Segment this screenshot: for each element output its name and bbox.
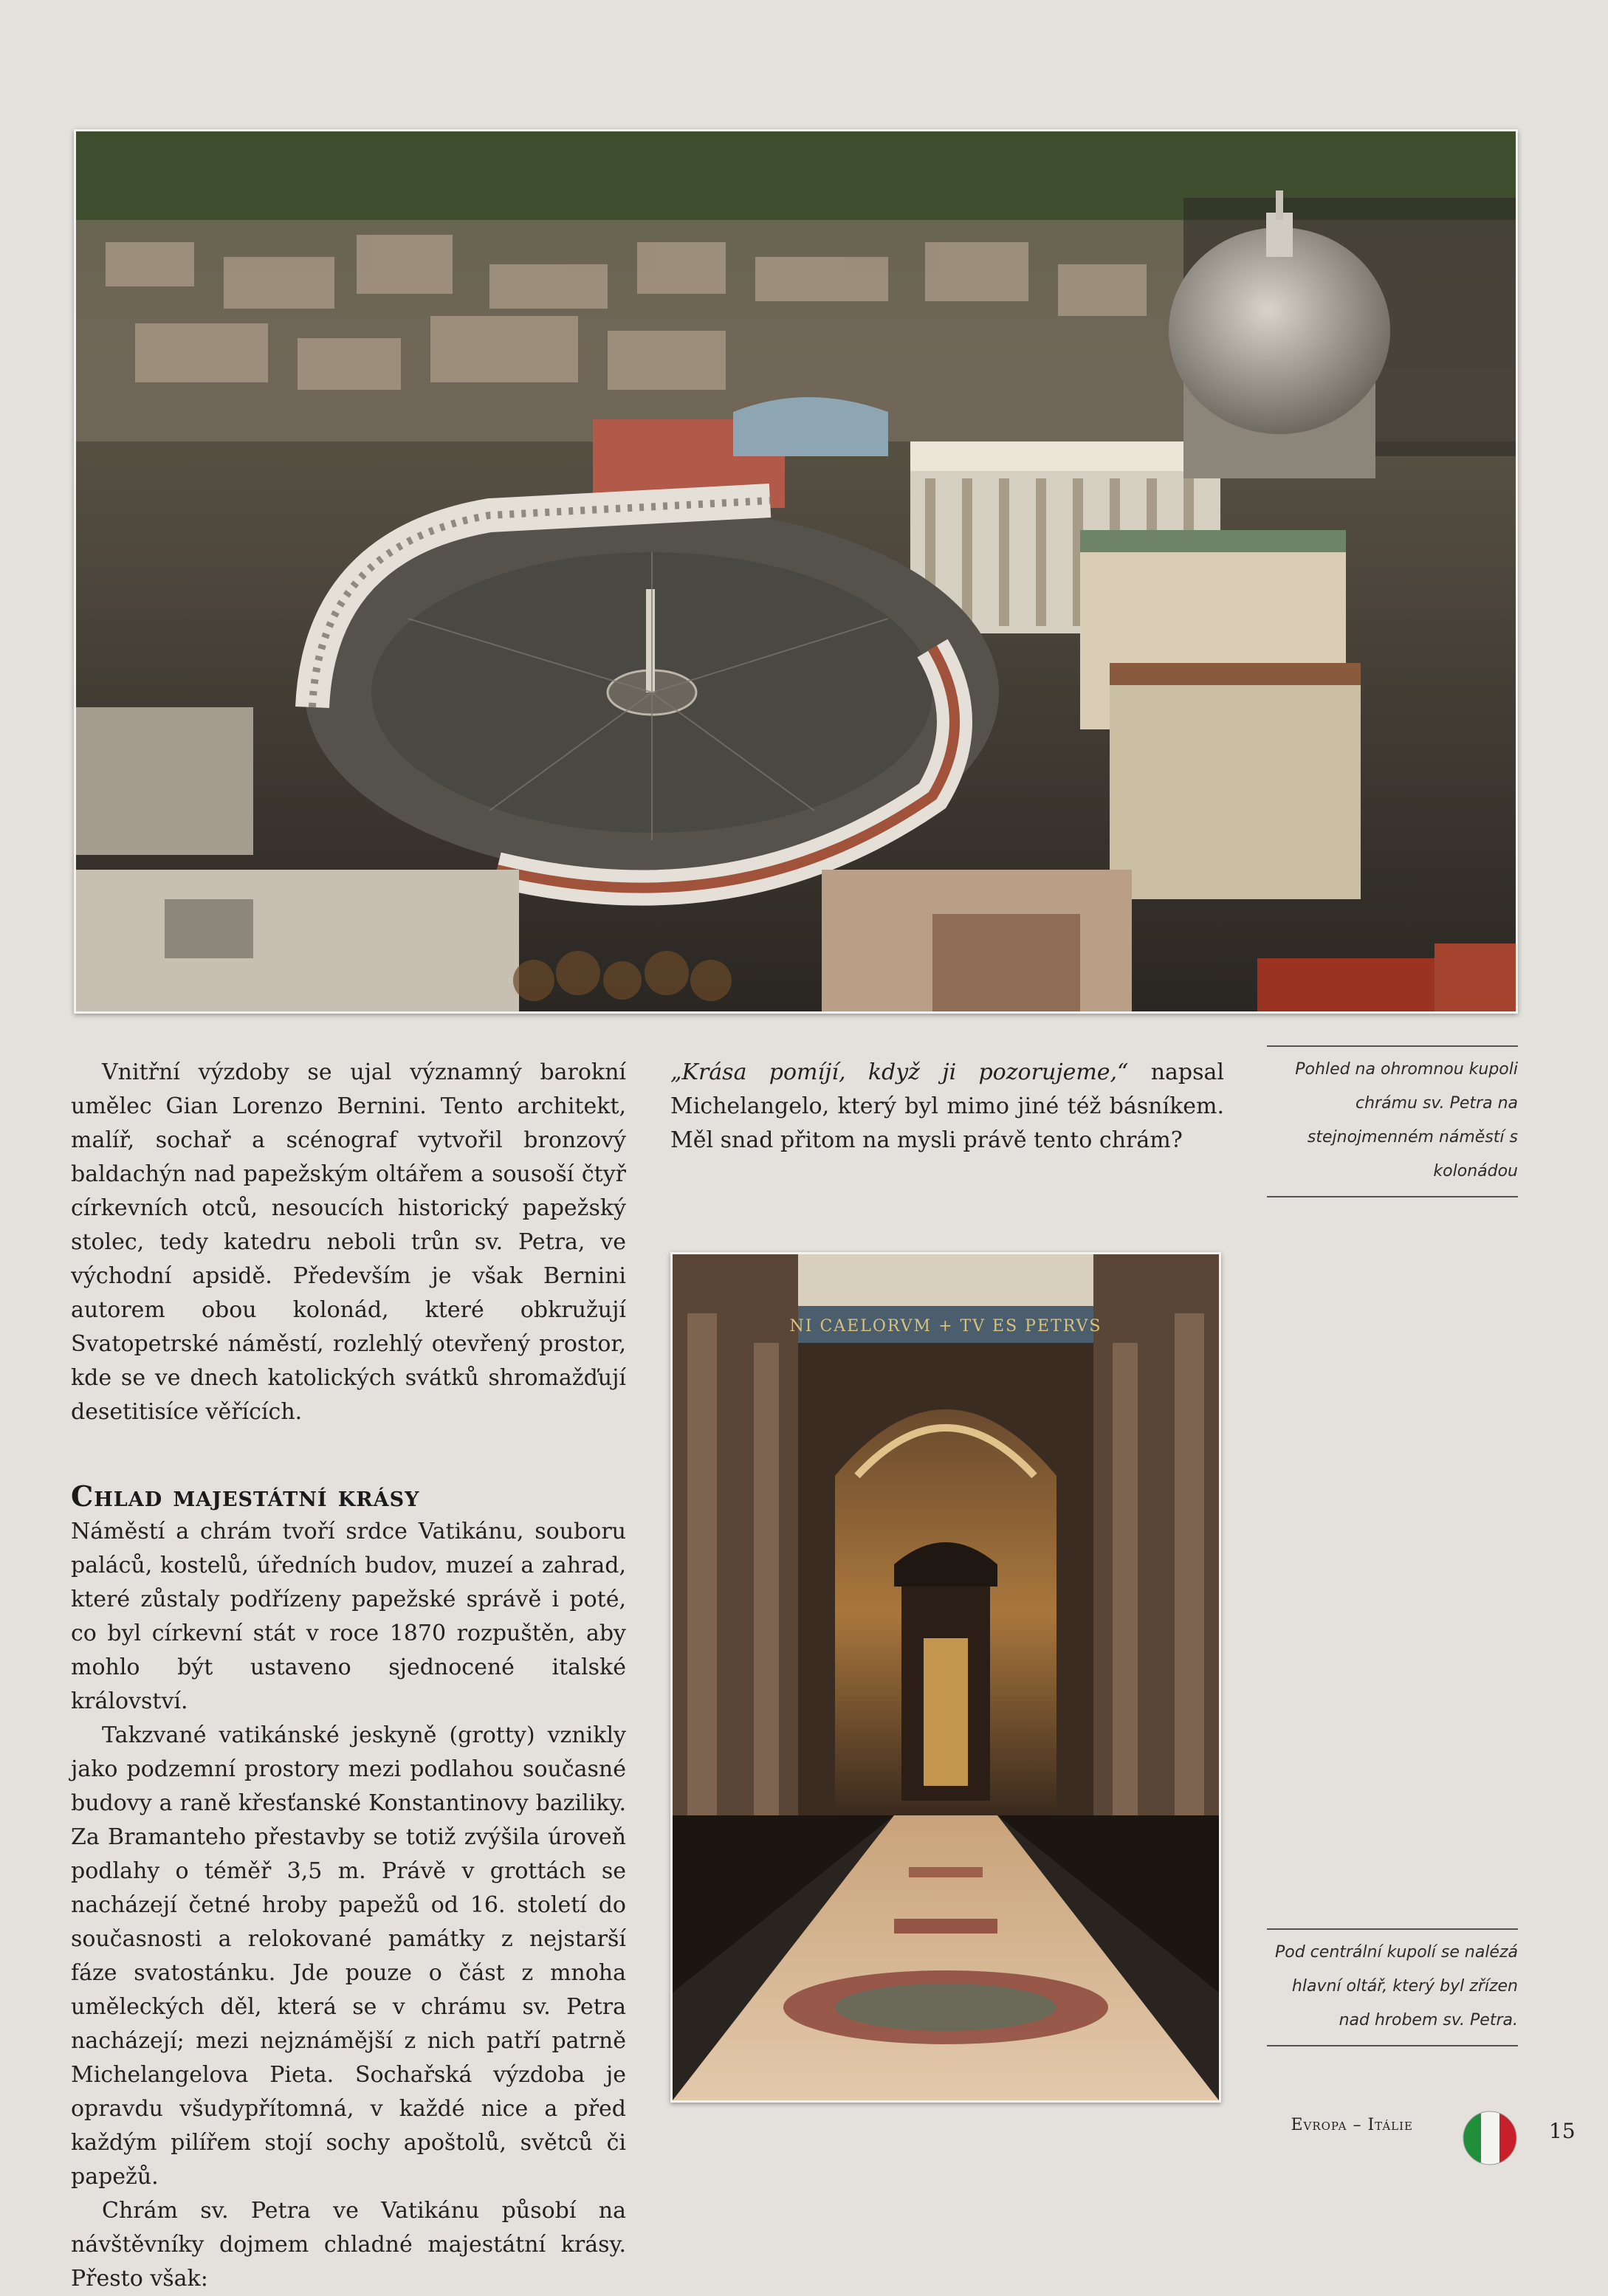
body-paragraph-1: Náměstí a chrám tvoří srdce Vatikánu, souboru paláců, kostelů, úředních budov, muzeí a zahrad, které zůstaly podřízeny papežské správě i poté, co byl církevní stát v roce 1870 rozpuštěn, aby mohlo být ustaveno sjednocené italské království. xyxy=(71,1519,626,1714)
aerial-photo-st-peters-square xyxy=(74,129,1518,1014)
interior-photo-main-altar xyxy=(670,1252,1221,2103)
section-heading: Chlad majestátní krásy xyxy=(71,1479,420,1513)
body-paragraph-3: Chrám sv. Petra ve Vatikánu působí na návštěvníky dojmem chladné majestátní krásy. Přesto však: xyxy=(71,2198,626,2292)
page-number: 15 xyxy=(1549,2119,1576,2143)
quote-rest: napsal Michelangelo, který byl mimo jiné též básníkem. Měl snad přitom na mysli právě tento chrám? xyxy=(670,1059,1225,1153)
quote-text: „Krása pomíjí, když ji pozorujeme,“ xyxy=(670,1059,1129,1085)
body-paragraph-2: Takzvané vatikánské jeskyně (grotty) vznikly jako podzemní prostory mezi podlahou současné budovy a raně křesťanské Konstantinovy baziliky. Za Bramanteho přestavby se totiž zvýšila úroveň podlahy o téměř 3,5 m. Právě v grottách se nacházejí četné hroby papežů od 16. století do současnosti a relokované památky z nejstarší fáze svatostánku. Jde pouze o část z mnoha uměleckých děl, která se v chrámu sv. Petra nacházejí; mezi nejznámější z nich patří patrně Michelangelova Pieta. Sochařská výzdoba je opravdu všudypřítomná, v každé nice a před každým pilířem stojí sochy apoštolů, světců či papežů. xyxy=(71,1722,626,2190)
italy-flag-icon xyxy=(1462,2110,1518,2166)
left-text-column xyxy=(71,1056,626,2296)
page-footer xyxy=(1291,2101,1580,2160)
section-label: Evropa – Itálie xyxy=(1291,2116,1413,2134)
dome-inscription: NI CAELORVM + TV ES PETRVS xyxy=(789,1317,1102,1336)
middle-text-column xyxy=(670,1056,1224,1158)
caption-aerial-photo: Pohled na ohromnou kupoli chrámu sv. Petra na stejnojmenném náměstí s kolonádou xyxy=(1267,1045,1518,1197)
intro-paragraph: Vnitřní výzdoby se ujal významný barokní umělec Gian Lorenzo Bernini. Tento architekt, malíř, sochař a scénograf vytvořil bronzový baldachýn nad papežským oltářem a sousoší čtyř církevních otců, nesoucích historický papežský stolec, tedy katedru neboli trůn sv. Petra, ve východní apsidě. Především je však Bernini autorem obou kolonád, které obkružují Svatopetrské náměstí, rozlehlý otevřený prostor, kde se ve dnech katolických svátků shromažďují desetitisíce věřících. xyxy=(71,1059,626,1425)
caption-interior-photo: Pod centrální kupolí se nalézá hlavní oltář, který byl zřízen nad hrobem sv. Petra. xyxy=(1267,1928,1518,2046)
michelangelo-quote-paragraph xyxy=(670,1056,1224,1158)
